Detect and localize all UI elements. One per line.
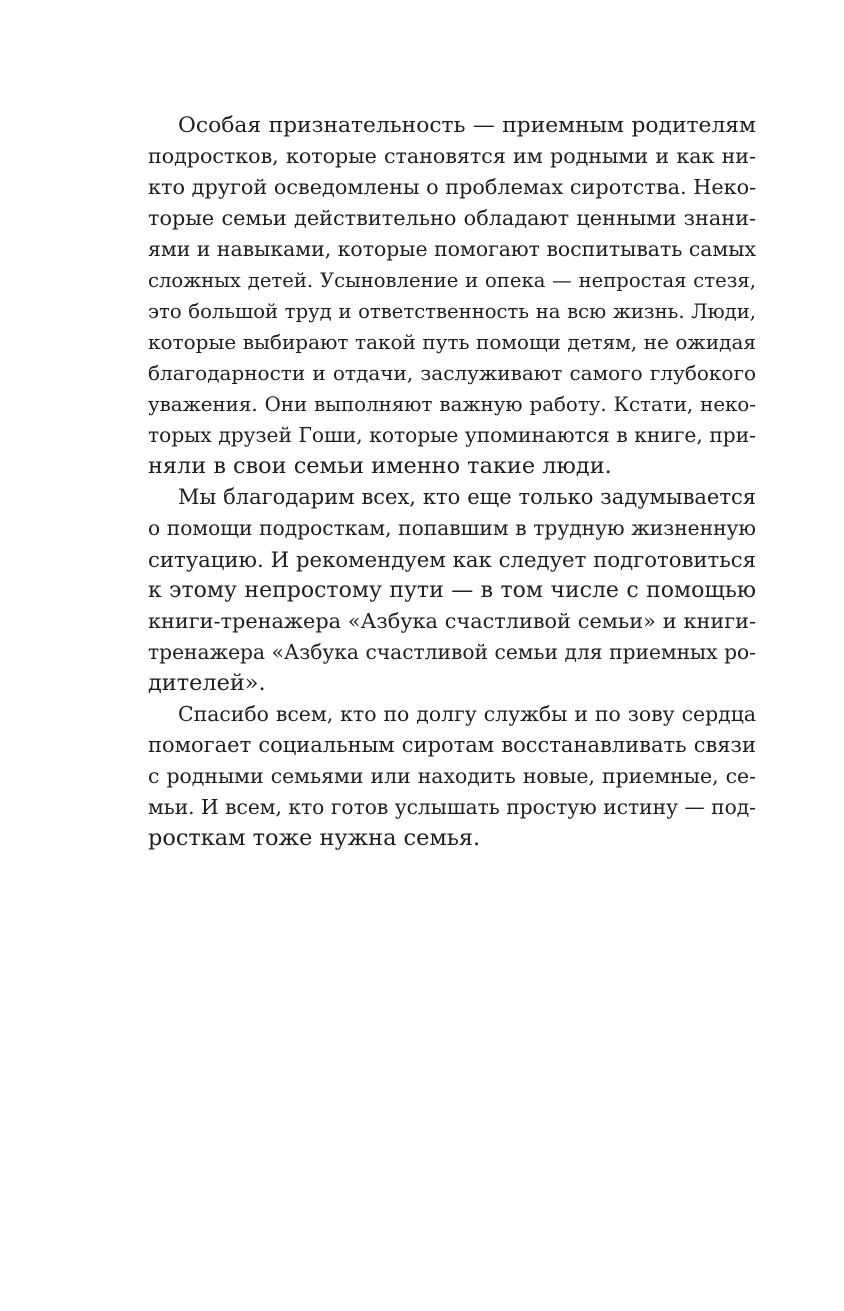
text-line: тренажера «Азбука счастливой семьи для приемных ро- [148,640,756,664]
text-line: дителей». [148,670,266,696]
text-line: Особая признательность — приемным родителям [178,113,756,138]
text-line: с родными семьями или находить новые, приемные, се- [148,764,756,788]
text-line: сложных детей. Усыновление и опека — непростая стезя, [148,269,756,292]
paragraph-2 [148,482,756,699]
text-line: подростков, которые становятся им родными и как ни- [148,144,756,168]
text-line: уважения. Они выполняют важную работу. Кстати, неко- [148,393,756,416]
text-line: Мы благодарим всех, кто еще только задумывается [178,485,756,509]
text-line: кто другой осведомлены о проблемах сиротства. Неко- [148,175,757,199]
text-line: книги-тренажера «Азбука счастливой семьи» и книги- [148,609,756,633]
text-line: мьи. И всем, кто готов услышать простую истину — под- [148,795,756,819]
text-line: благодарности и отдачи, заслуживают самого глубокого [148,361,756,385]
text-line: которые выбирают такой путь помощи детям, не ожидая [148,330,756,354]
text-line: о помощи подросткам, попавшим в трудную жизненную [148,516,756,540]
paragraph-1 [148,110,756,482]
text-line: это большой труд и ответственность на всю жизнь. Люди, [148,300,756,323]
text-line: Спасибо всем, кто по долгу службы и по зову сердца [178,702,756,726]
text-line: к этому непростому пути — в том числе с помощью [148,578,756,603]
paragraph-3 [148,699,756,854]
text-line: ситуацию. И рекомендуем как следует подготовиться [148,547,756,572]
page-text [148,110,756,854]
text-line: ями и навыками, которые помогают воспитывать самых [148,237,756,261]
text-line: росткам тоже нужна семья. [148,825,481,851]
text-line: помогает социальным сиротам восстанавливать связи [148,733,756,757]
text-line: няли в свои семьи именно такие люди. [148,453,612,479]
text-line: торые семьи действительно обладают ценными знани- [148,206,756,230]
text-line: торых друзей Гоши, которые упоминаются в книге, при- [148,423,756,447]
